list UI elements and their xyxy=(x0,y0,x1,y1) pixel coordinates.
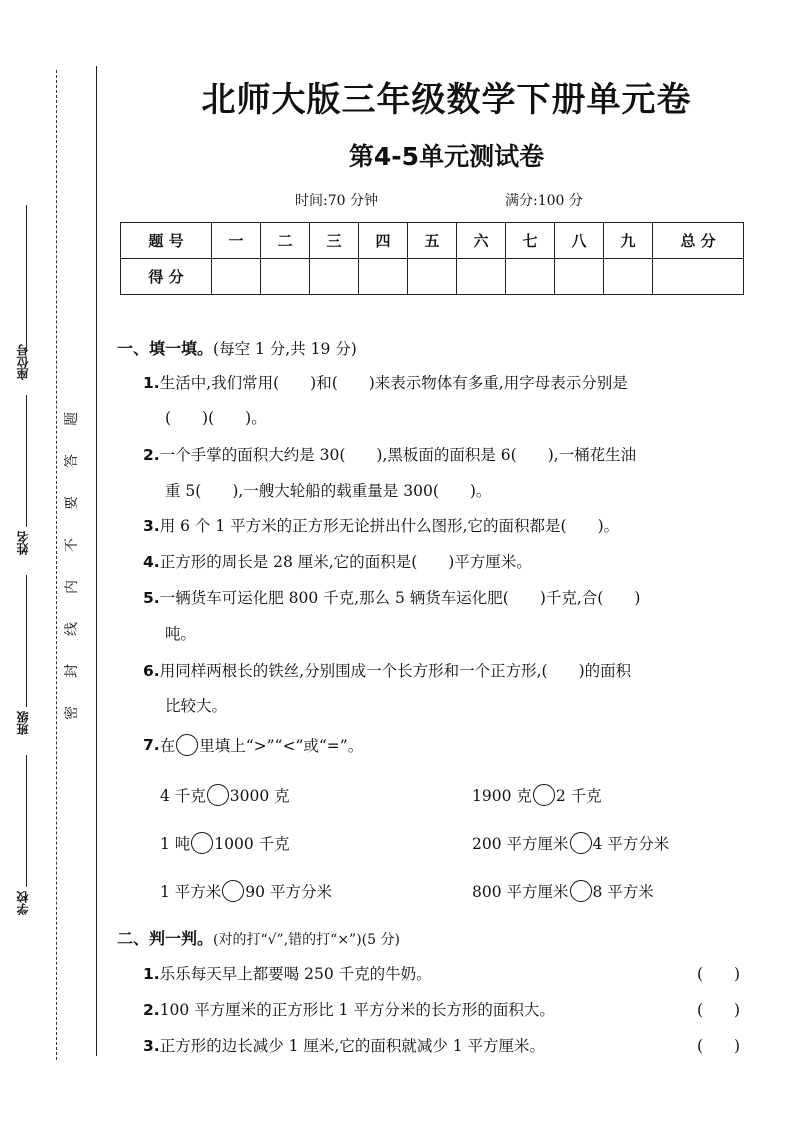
question-number: 4. xyxy=(143,553,160,571)
score-input-cell[interactable] xyxy=(604,259,653,295)
question-number: 3. xyxy=(143,517,160,535)
score-table-cell: 八 xyxy=(555,223,604,259)
seal-char: 线 xyxy=(64,622,80,636)
binding-solid-line xyxy=(96,66,97,1056)
question-5 xyxy=(143,586,640,608)
compare-circle[interactable] xyxy=(222,880,244,902)
name-label: 姓名 xyxy=(16,531,30,555)
question-text: 用同样两根长的铁丝,分别围成一个长方形和一个正方形,( )的面积 xyxy=(159,662,632,680)
compare-left: 1 吨 xyxy=(160,835,191,853)
compare-item xyxy=(472,784,602,806)
question-number: 3. xyxy=(143,1037,160,1055)
full-score: 满分:100 分 xyxy=(505,193,583,209)
score-table-header-row xyxy=(121,223,744,259)
score-table xyxy=(120,222,744,295)
school-line xyxy=(26,755,27,887)
compare-left: 1900 克 xyxy=(472,787,532,805)
question-2 xyxy=(143,443,636,465)
score-table-cell: 五 xyxy=(408,223,457,259)
score-input-cell[interactable] xyxy=(261,259,310,295)
score-input-cell[interactable] xyxy=(457,259,506,295)
name-field[interactable] xyxy=(6,395,42,555)
compare-left: 800 平方厘米 xyxy=(472,883,569,901)
score-table-cell: 三 xyxy=(310,223,359,259)
question-text: 100 平方厘米的正方形比 1 平方分米的长方形的面积大。 xyxy=(159,1001,555,1019)
page-title: 北师大版三年级数学下册单元卷 xyxy=(201,80,692,120)
compare-right: 8 平方米 xyxy=(592,883,654,901)
seal-char: 封 xyxy=(64,664,80,678)
question-text: 正方形的边长减少 1 厘米,它的面积就减少 1 平方厘米。 xyxy=(159,1037,546,1055)
compare-circle[interactable] xyxy=(207,784,229,806)
score-table-score-row xyxy=(121,259,744,295)
answer-paren[interactable]: ( ) xyxy=(697,1001,741,1019)
compare-circle[interactable] xyxy=(191,832,213,854)
compare-left: 1 平方米 xyxy=(160,883,222,901)
question-text: 正方形的周长是 28 厘米,它的面积是( )平方厘米。 xyxy=(159,553,532,571)
question-number: 2. xyxy=(143,1001,160,1019)
section-2-note: (对的打“√”,错的打“×”)(5 分) xyxy=(213,932,400,948)
compare-circle[interactable] xyxy=(570,880,592,902)
compare-right: 1000 千克 xyxy=(214,835,290,853)
compare-item xyxy=(472,832,669,854)
class-field[interactable] xyxy=(6,575,42,735)
question-1-continued: ( )( )。 xyxy=(165,409,267,427)
score-row-label: 得 分 xyxy=(121,259,212,295)
seat-number-field[interactable] xyxy=(6,205,42,380)
score-table-cell: 题 号 xyxy=(121,223,212,259)
question-text: 一辆货车可运化肥 800 千克,那么 5 辆货车运化肥( )千克,合( ) xyxy=(159,589,641,607)
question-number: 1. xyxy=(143,965,160,983)
compare-item xyxy=(160,880,332,902)
question-6-continued: 比较大。 xyxy=(165,697,228,715)
compare-left: 4 千克 xyxy=(160,787,206,805)
seal-char: 要 xyxy=(64,496,80,510)
score-table-cell: 一 xyxy=(212,223,261,259)
judge-item xyxy=(143,998,555,1020)
compare-circle[interactable] xyxy=(570,832,592,854)
question-3 xyxy=(143,514,619,536)
score-input-cell[interactable] xyxy=(555,259,604,295)
section-1-title: 一、填一填。 xyxy=(117,339,214,358)
judge-item xyxy=(143,962,432,984)
compare-right: 90 平方分米 xyxy=(245,883,332,901)
question-text: 在 xyxy=(159,737,176,755)
seal-char: 密 xyxy=(64,706,80,720)
name-line xyxy=(26,395,27,527)
seal-char: 题 xyxy=(64,412,80,426)
score-input-cell[interactable] xyxy=(408,259,457,295)
score-input-cell[interactable] xyxy=(653,259,744,295)
circle-icon xyxy=(176,734,198,756)
compare-right: 3000 克 xyxy=(229,787,290,805)
score-input-cell[interactable] xyxy=(212,259,261,295)
school-label: 学校 xyxy=(16,891,30,915)
question-text: 里填上“>”“<”或“=”。 xyxy=(199,737,364,755)
judge-item xyxy=(143,1034,545,1056)
question-text: 生活中,我们常用( )和( )来表示物体有多重,用字母表示分别是 xyxy=(159,374,628,392)
question-number: 1. xyxy=(143,374,160,392)
compare-item xyxy=(160,832,290,854)
score-input-cell[interactable] xyxy=(506,259,555,295)
section-1-heading xyxy=(117,336,357,359)
question-6 xyxy=(143,659,631,681)
score-table-cell: 四 xyxy=(359,223,408,259)
score-table-cell: 总 分 xyxy=(653,223,744,259)
question-text: 用 6 个 1 平方米的正方形无论拼出什么图形,它的面积都是( )。 xyxy=(159,517,620,535)
score-input-cell[interactable] xyxy=(359,259,408,295)
question-1 xyxy=(143,371,628,393)
binding-dashed-line xyxy=(56,70,57,1060)
compare-item xyxy=(160,784,290,806)
question-number: 5. xyxy=(143,589,160,607)
compare-circle[interactable] xyxy=(533,784,555,806)
compare-right: 4 平方分米 xyxy=(592,835,670,853)
seal-char: 内 xyxy=(64,580,80,594)
question-4 xyxy=(143,550,532,572)
answer-paren[interactable]: ( ) xyxy=(697,965,741,983)
question-number: 2. xyxy=(143,446,160,464)
question-7 xyxy=(143,734,363,756)
seat-number-line xyxy=(26,205,27,352)
score-input-cell[interactable] xyxy=(310,259,359,295)
question-2-continued: 重 5( ),一艘大轮船的载重量是 300( )。 xyxy=(165,482,492,500)
section-2-title: 二、判一判。 xyxy=(117,929,214,948)
question-number: 6. xyxy=(143,662,160,680)
score-table-cell: 二 xyxy=(261,223,310,259)
school-field[interactable] xyxy=(6,755,42,915)
time-limit: 时间:70 分钟 xyxy=(295,193,378,209)
seal-char: 不 xyxy=(64,538,80,552)
question-number: 7. xyxy=(143,736,160,754)
score-table-cell: 九 xyxy=(604,223,653,259)
seal-line-notice xyxy=(64,398,93,734)
score-table-cell: 六 xyxy=(457,223,506,259)
class-label: 班级 xyxy=(16,711,30,735)
seal-char: 答 xyxy=(64,454,80,468)
section-2-heading xyxy=(117,926,400,949)
question-text: 乐乐每天早上都要喝 250 千克的牛奶。 xyxy=(159,965,432,983)
compare-left: 200 平方厘米 xyxy=(472,835,569,853)
question-text: 一个手掌的面积大约是 30( ),黑板面的面积是 6( ),一桶花生油 xyxy=(159,446,637,464)
answer-paren[interactable]: ( ) xyxy=(697,1037,741,1055)
question-5-continued: 吨。 xyxy=(165,625,197,643)
score-table-cell: 七 xyxy=(506,223,555,259)
page-subtitle: 第4-5单元测试卷 xyxy=(348,142,545,171)
class-line xyxy=(26,575,27,707)
compare-right: 2 千克 xyxy=(555,787,602,805)
section-1-note: (每空 1 分,共 19 分) xyxy=(213,340,357,358)
compare-item xyxy=(472,880,654,902)
seat-number-label: 座位号 xyxy=(16,344,30,380)
